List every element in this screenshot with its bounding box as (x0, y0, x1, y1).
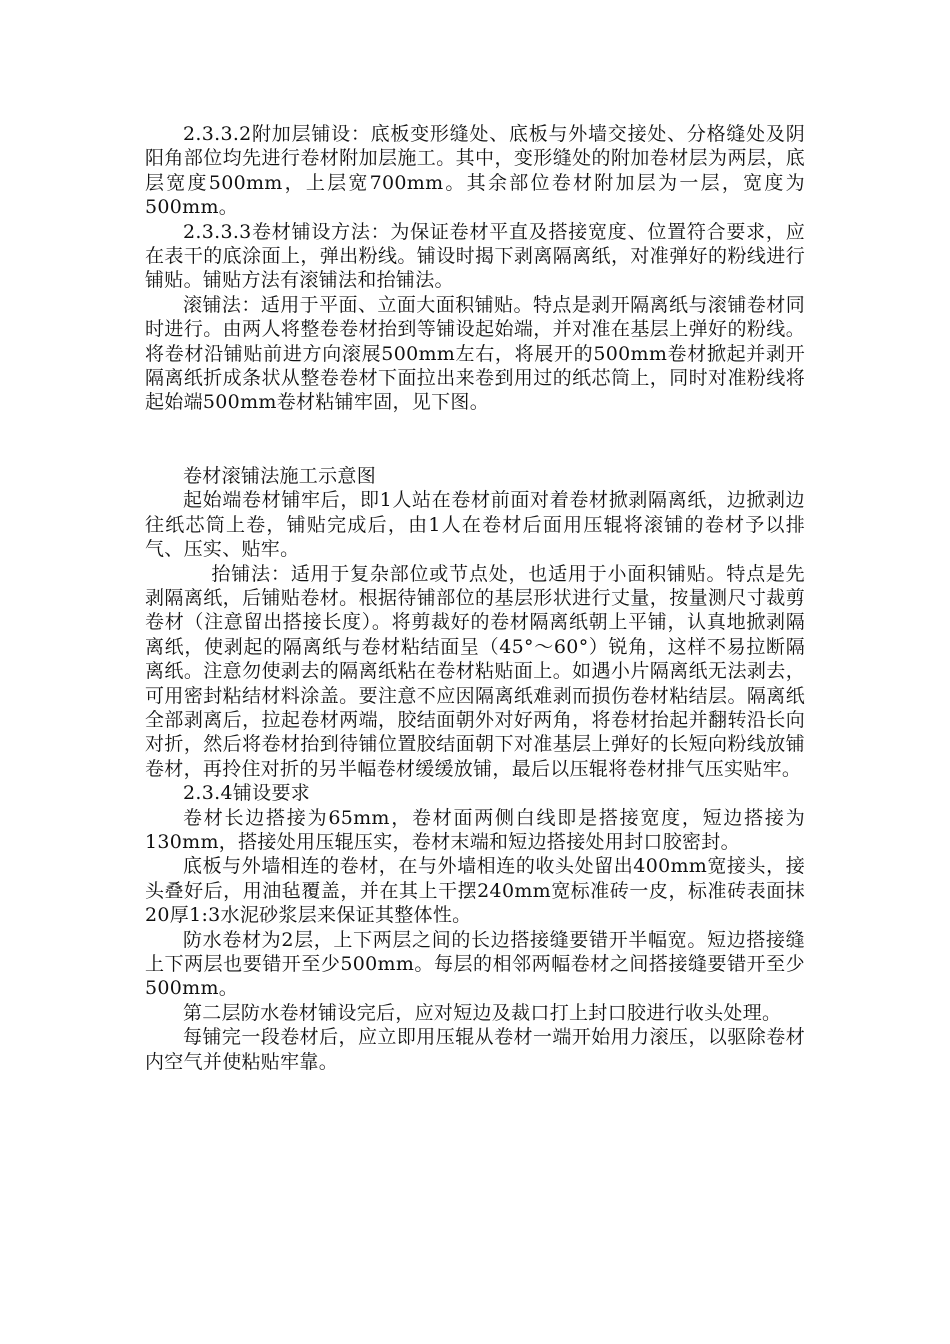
paragraph-overlap-width: 卷材长边搭接为65mm，卷材面两侧白线即是搭接宽度，短边搭接为130mm，搭接处用压辊压实，卷材末端和短边搭接处用封口胶密封。 (145, 806, 805, 853)
figure-placeholder-gap (145, 415, 805, 464)
paragraph-two-layers: 防水卷材为2层，上下两层之间的长边搭接缝要错开半幅宽。短边搭接缝上下两层也要错开至少500mm。每层的相邻两幅卷材之间搭接缝要错开至少500mm。 (145, 928, 805, 1000)
document-page (145, 122, 805, 1074)
paragraph-laying-method: 2.3.3.3卷材铺设方法：为保证卷材平直及搭接宽度、位置符合要求，应在表干的底涂面上，弹出粉线。铺设时揭下剥离隔离纸，对准弹好的粉线进行铺贴。铺贴方法有滚铺法和抬铺法。 (145, 220, 805, 292)
paragraph-lift-method: 抬铺法：适用于复杂部位或节点处，也适用于小面积铺贴。特点是先剥隔离纸，后铺贴卷材。根据待铺部位的基层形状进行丈量，按量测尺寸裁剪卷材（注意留出搭接长度）。将剪裁好的卷材隔离纸朝上平铺，认真地掀剥隔离纸，使剥起的隔离纸与卷材粘结面呈（45°～60°）锐角，这样不易拉断隔离纸。注意勿使剥去的隔离纸粘在卷材粘贴面上。如遇小片隔离纸无法剥去，可用密封粘结材料涂盖。要注意不应因隔离纸难剥而损伤卷材粘结层。隔离纸全部剥离后，拉起卷材两端，胶结面朝外对好两角，将卷材抬起并翻转沿长向对折，然后将卷材抬到待铺位置胶结面朝下对准基层上弹好的长短向粉线放铺卷材，再拎住对折的另半幅卷材缓缓放铺，最后以压辊将卷材排气压实贴牢。 (145, 562, 805, 780)
paragraph-rolling-press: 每铺完一段卷材后，应立即用压辊从卷材一端开始用力滚压，以驱除卷材内空气并使粘贴牢靠。 (145, 1026, 805, 1073)
section-heading-laying-requirements: 2.3.4铺设要求 (183, 782, 311, 805)
paragraph-wall-connection: 底板与外墙相连的卷材，在与外墙相连的收头处留出400mm宽接头，接头叠好后，用油毡覆盖，并在其上干摆240mm宽标准砖一皮，标准砖表面抹20厚1:3水泥砂浆层来保证其整体性。 (145, 855, 805, 927)
paragraph-roll-steps: 起始端卷材铺牢后，即1人站在卷材前面对着卷材掀剥隔离纸，边掀剥边往纸芯筒上卷，铺贴完成后，由1人在卷材后面用压辊将滚铺的卷材予以排气、压实、贴牢。 (145, 489, 805, 561)
paragraph-roll-method: 滚铺法：适用于平面、立面大面积铺贴。特点是剥开隔离纸与滚铺卷材同时进行。由两人将整卷卷材抬到等铺设起始端，并对准在基层上弹好的粉线。将卷材沿铺贴前进方向滚展500mm左右，将展开的500mm卷材掀起并剥开隔离纸折成条状从整卷卷材下面拉出来卷到用过的纸芯筒上，同时对准粉线将起始端500mm卷材粘铺牢固，见下图。 (145, 293, 805, 414)
figure-caption: 卷材滚铺法施工示意图 (183, 464, 377, 487)
paragraph-second-layer: 第二层防水卷材铺设完后，应对短边及裁口打上封口胶进行收头处理。 (183, 1001, 782, 1024)
paragraph-additional-layer: 2.3.3.2附加层铺设：底板变形缝处、底板与外墙交接处、分格缝处及阴阳角部位均先进行卷材附加层施工。其中，变形缝处的附加卷材层为两层，底层宽度500mm，上层宽700mm。其余部位卷材附加层为一层，宽度为500mm。 (145, 123, 805, 219)
